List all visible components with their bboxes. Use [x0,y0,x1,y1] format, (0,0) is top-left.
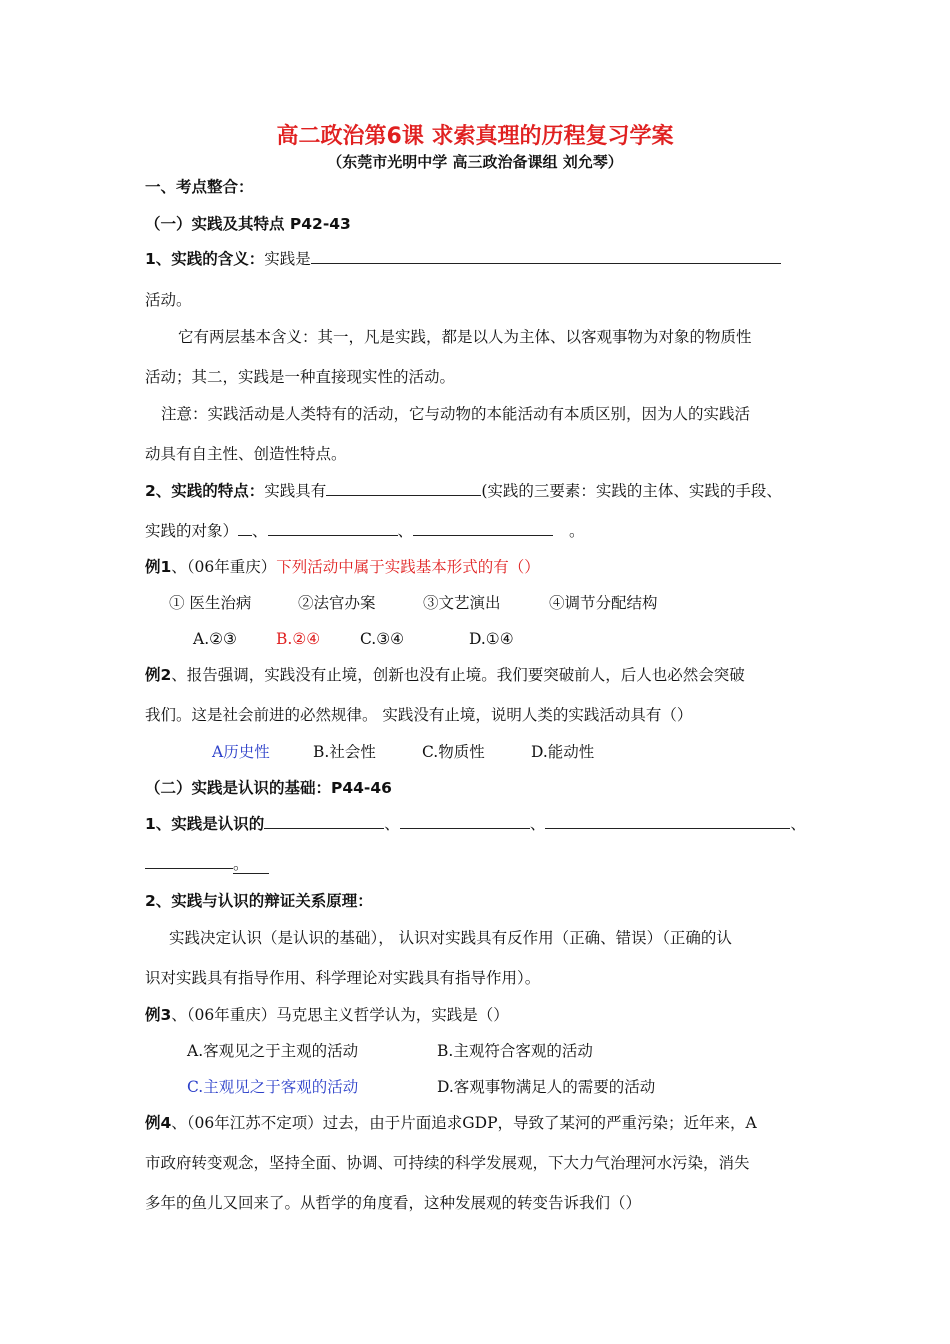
question-1-text: 实践是 [264,250,311,268]
question-2-end: 。 [569,522,585,540]
example-2-option-a: A历史性 [212,743,270,761]
separator: 、 [529,815,546,833]
separator: 、 [252,522,268,540]
separator: 、 [384,815,400,833]
fill-blank [326,481,481,496]
example-1-option-a: A.②③ [193,630,237,648]
example-1-prompt: 下列活动中属于实践基本形式的有（） [276,558,540,576]
example-4-line-1 [145,1113,757,1133]
question-2 [145,481,782,501]
question-2-line-2-start: 实践的对象） [145,522,239,540]
example-3-label: 例3 [145,1006,172,1024]
question-3 [145,814,806,834]
fill-blank [145,854,233,869]
question-4-label: 2、实践与认识的辩证关系原理： [145,892,373,910]
fill-blank [238,521,252,536]
fill-blank [545,814,790,829]
question-3-label: 1、实践是认识的 [145,815,265,833]
example-2-line-2: 我们。这是社会前进的必然规律。 实践没有止境，说明人类的实践活动具有（） [145,706,693,724]
page-title: 高二政治第6课 求索真理的历程复习学案 [276,124,674,149]
example-1-item-3: ③文艺演出 [423,594,501,612]
question-3-line-2 [145,854,269,874]
example-2-option-c: C.物质性 [422,743,485,761]
fill-blank [264,814,384,829]
question-1-label: 1、实践的含义： [145,250,265,268]
paragraph-1-line-2: 活动；其二，实践是一种直接现实性的活动。 [145,368,456,386]
example-1-item-2: ②法官办案 [298,594,376,612]
example-1-question [145,557,540,577]
question-1-end: 活动。 [145,291,192,309]
paragraph-2-line-2: 识对实践具有指导作用、科学理论对实践具有指导作用）。 [145,969,541,987]
example-1-item-4: ④调节分配结构 [549,594,658,612]
example-3-option-a: A.客观见之于主观的活动 [187,1042,359,1060]
example-4-label: 例4 [145,1114,172,1132]
question-2-text: 实践具有 [264,482,327,500]
example-2-line-1 [145,665,745,685]
fill-blank [311,249,781,264]
fill-blank [413,521,553,536]
example-2-option-b: B.社会性 [313,743,376,761]
example-3-text: 、（06年重庆）马克思主义哲学认为，实践是（） [171,1006,509,1024]
example-2-label: 例2 [145,666,172,684]
note-line-1: 注意：实践活动是人类特有的活动，它与动物的本能活动有本质区别，因为人的实践活 [161,405,751,423]
question-2-line-2 [145,521,585,541]
example-2-text: 、报告强调，实践没有止境，创新也没有止境。我们要突破前人，后人也必然会突破 [171,666,745,684]
example-1-option-c: C.③④ [360,630,405,648]
question-2-paren: (实践的三要素：实践的主体、实践的手段、 [481,482,782,500]
note-line-2: 动具有自主性、创造性特点。 [145,445,347,463]
paragraph-2-line-1: 实践决定认识（是认识的基础）， 认识对实践具有反作用（正确、错误）（正确的认 [169,929,732,947]
example-1-label: 例1 [145,558,172,576]
fill-blank [400,814,530,829]
paragraph-1-line-1: 它有两层基本含义：其一，凡是实践，都是以人为主体、以客观事物为对象的物质性 [178,328,752,346]
example-4-text: 、（06年江苏不定项）过去，由于片面追求GDP，导致了某河的严重污染；近年来，A [171,1114,757,1132]
fill-blank [268,521,398,536]
example-2-option-d: D.能动性 [531,743,595,761]
question-2-label: 2、实践的特点： [145,482,265,500]
example-1-option-b: B.②④ [276,630,321,648]
example-3-option-d: D.客观事物满足人的需要的活动 [437,1078,656,1096]
example-1-option-d: D.①④ [469,630,514,648]
example-3-option-b: B.主观符合客观的活动 [437,1042,593,1060]
subsection-heading-2: （二）实践是认识的基础：P44-46 [145,779,392,797]
example-4-line-2: 市政府转变观念，坚持全面、协调、可持续的科学发展观，下大力气治理河水污染，消失 [145,1154,750,1172]
example-3-option-c: C.主观见之于客观的活动 [187,1078,359,1096]
example-1-source: 、（06年重庆） [171,558,277,576]
subsection-heading-1: （一）实践及其特点 P42-43 [145,215,351,233]
separator: 、 [790,815,806,833]
example-3-question [145,1005,509,1025]
example-4-line-3: 多年的鱼儿又回来了。从哲学的角度看，这种发展观的转变告诉我们（） [145,1194,642,1212]
page-subtitle: （东莞市光明中学 高三政治备课组 刘允琴） [327,153,623,171]
section-heading: 一、考点整合： [145,178,254,196]
separator: 、 [397,522,414,540]
question-3-end: 。 [233,855,269,874]
example-1-item-1: ① 医生治病 [169,594,252,612]
question-1 [145,249,781,269]
